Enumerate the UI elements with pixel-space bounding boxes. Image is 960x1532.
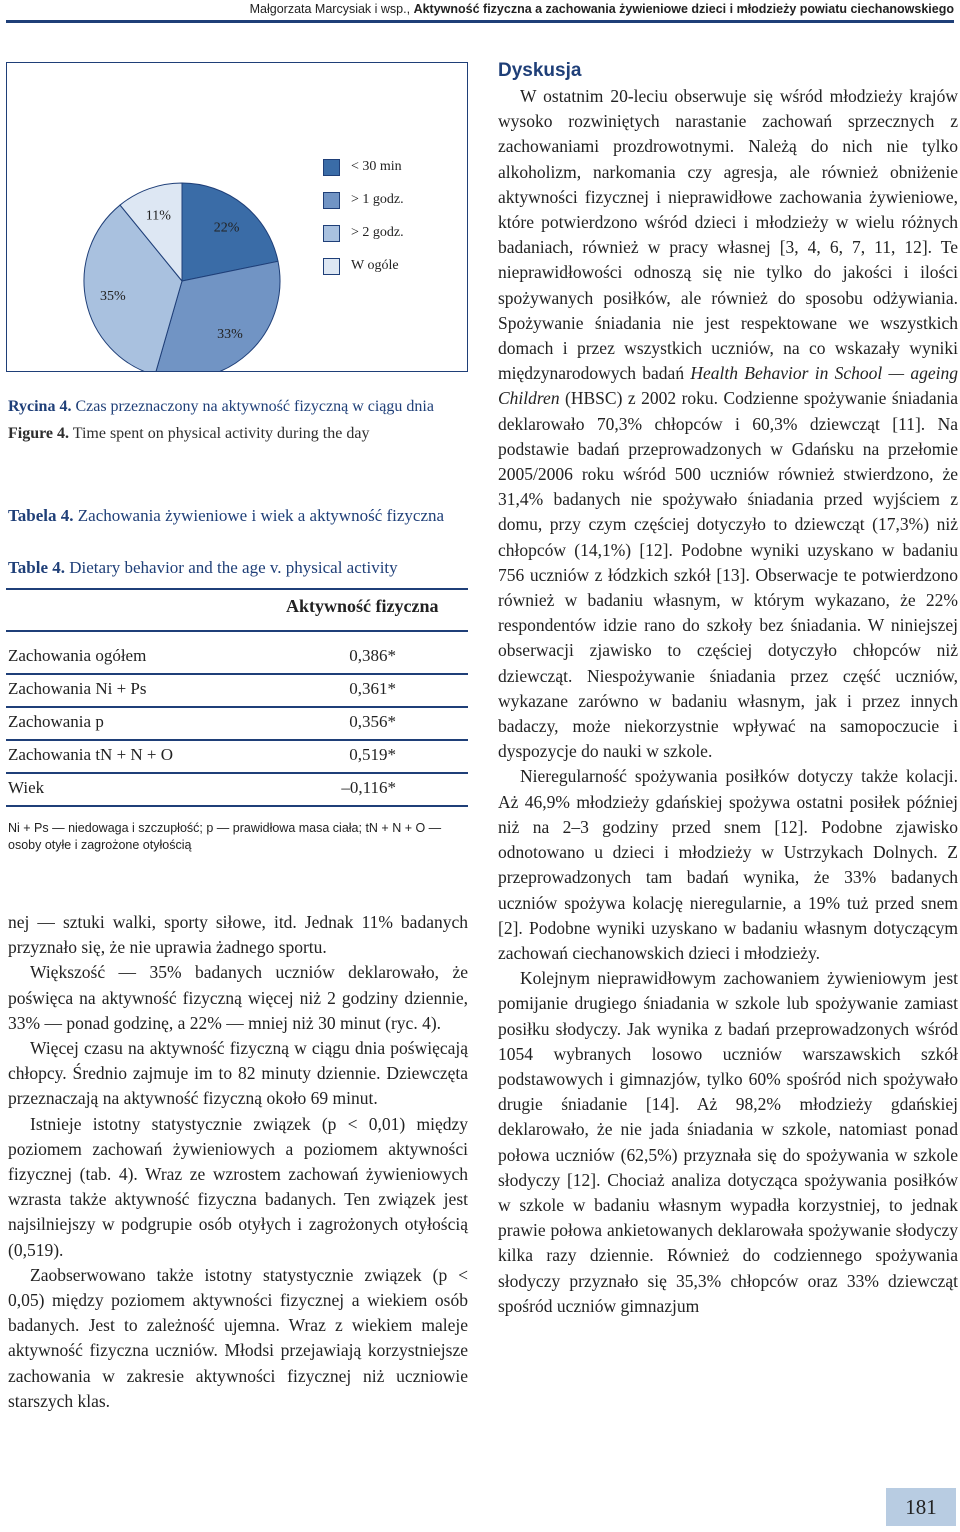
table-title-pl bbox=[8, 504, 468, 528]
header-rule bbox=[6, 20, 954, 23]
section-heading: Dyskusja bbox=[498, 60, 582, 81]
table-title-en-text: Dietary behavior and the age v. physical activity bbox=[69, 558, 398, 577]
table-rule-top bbox=[6, 588, 468, 590]
table-row-label-2: Zachowania Ni + Ps bbox=[8, 679, 147, 698]
table-title-en bbox=[8, 556, 468, 580]
right-paragraph-1 bbox=[498, 84, 958, 764]
page-number: 181 bbox=[905, 1495, 937, 1519]
table-rule-head bbox=[6, 630, 468, 632]
right-paragraph-1-b: (HBSC) z 2002 roku. Codzienne spożywanie śniadania deklarowało 70,3% chłopców i 60,3% dziewcząt [11]. Na podstawie badań przeprowadzonych w Gdańsku na przełomie 2005/2006 roku wśród 500 uczniów również stwierdzono, że 31,4% badanych nie spożywało śniadania przed wyjściem z domu, przy czym częściej dotyczyło to dziewcząt (17,3%) niż chłopców (14,1%) [12]. Podobne wyniki uzyskano w badaniu 756 uczniów z łódzkich szkół [13]. Obserwacje te potwierdzono również w badaniu własnym, w którym wykazano, że 22% respondentów idzie rano do szkoły bez śniadania. W niniejszej obserwacji zjawisko to częściej dotyczyło chłopców niż dziewcząt. Niespożywanie śniadania przez część uczniów, wykazane zarówno w badaniu własnym, jak i przez innych badaczy, może niekorzystnie wpływać na samopoczucie i dyspozycje do nauki w szkole. bbox=[498, 388, 958, 762]
right-paragraph-1-a: W ostatnim 20-leciu obserwuje się wśród młodzieży krajów wysoko rozwiniętych narastanie zachowań sprzecznych z zachowaniami prozdrowotnymi. Należą do nich nie tylko alkoholizm, narkomania czy agresja, ale również obniżenie aktywności fizycznej i nieprawidłowe zachowania żywieniowe, które potwierdzono wśród dzieci i młodzieży w wielu różnych badaniach, również w pracy własnej [3, 4, 6, 7, 11, 12]. Te nieprawidłowości odnoszą się nie tylko do jakości i ilości spożywanych posiłków, ale również do sposobu odżywiania. Spożywanie śniadania nie jest respektowane we wszystkich domach i przez wszystkich uczniów, na co wskazały wyniki międzynarodowych badań bbox=[498, 86, 958, 384]
table-row-value-1: 0,386* bbox=[349, 646, 396, 665]
figure-caption-en-text: Time spent on physical activity during the day bbox=[72, 425, 370, 442]
table-rule-4 bbox=[6, 772, 468, 774]
table-row-label-5: Wiek bbox=[8, 778, 45, 797]
legend-swatch-4 bbox=[323, 258, 340, 275]
right-paragraph-3-text: Kolejnym nieprawidłowym zachowaniem żywieniowym jest pomijanie drugiego śniadania w szkole lub spożywanie zamiast posiłku słodyczy. Jak wynika z badań przeprowadzonych wśród 1054 wybranych losowo uczniów warszawskich szkół podstawowych i gimnazjów, tylko 60% spośród nich spożywało drugie śniadanie [14]. Aż 98,2% młodzieży gdańskiej deklarowało, że nie jada śniadania w szkole, natomiast ponad połowa uczniów (62,5%) przyznała się do spożywania w szkole słodyczy [12]. Chociaż analiza dotycząca spożywania posiłków w szkole w badaniu własnym wypadła korzystniej, to jednak prawie połowa ankietowanych deklarowała spożywanie słodyczy kilka razy dziennie. Również do codziennego spożywania słodyczy przyznało się 35,3% chłopców oraz 33% dziewcząt spośród uczniów gimnazjum bbox=[498, 968, 958, 1316]
legend-label-1: < 30 min bbox=[351, 159, 402, 174]
running-header-text bbox=[250, 2, 954, 16]
figure-caption-pl-label: Rycina 4. bbox=[8, 398, 72, 415]
left-column-text bbox=[8, 910, 468, 1414]
legend-label-4: W ogóle bbox=[351, 258, 399, 273]
figure-caption-en-label: Figure 4. bbox=[8, 425, 70, 442]
table-row-label-1: Zachowania ogółem bbox=[8, 646, 147, 665]
legend-label-3: > 2 godz. bbox=[351, 225, 404, 240]
table-row-value-2: 0,361* bbox=[349, 679, 396, 698]
left-paragraph-1: nej — sztuki walki, sporty siłowe, itd. Jednak 11% badanych przyznało się, że nie uprawia żadnego sportu. bbox=[8, 912, 468, 958]
table-rule-2 bbox=[6, 706, 468, 708]
table-title-pl-label: Tabela 4. bbox=[8, 506, 74, 525]
figure-caption-en bbox=[8, 425, 369, 443]
left-paragraph-2: Większość — 35% badanych uczniów deklarowało, że poświęca na aktywność fizyczną więcej niż 2 godziny dziennie, 33% — ponad godzinę, a 22% — mniej niż 30 minut (ryc. 4). bbox=[8, 962, 468, 1033]
figure-caption-pl-text: Czas przeznaczony na aktywność fizyczną w ciągu dnia bbox=[75, 398, 434, 415]
header-authors: Małgorzata Marcysiak i wsp., bbox=[249, 2, 411, 16]
table-footnote: Ni + Ps — niedowaga i szczupłość; p — prawidłowa masa ciała; tN + N + O — osoby otyłe i zagrożone otyłością bbox=[8, 821, 442, 852]
table-rule-3 bbox=[6, 739, 468, 741]
pie-label-2: 33% bbox=[217, 326, 243, 342]
legend-swatch-1 bbox=[323, 159, 340, 176]
left-paragraph-4: Istnieje istotny statystycznie związek (p < 0,01) między poziomem zachowań żywieniowych a poziomem aktywności fizycznej (tab. 4). Wraz ze wzrostem zachowań żywieniowych wzrasta także aktywność fizyczna badanych. Ten związek jest najsilniejszy w podgrupie osób otyłych i zagrożonych otyłością (0,519). bbox=[8, 1113, 468, 1260]
table-row-value-5: –0,116* bbox=[341, 778, 396, 797]
table-column-header: Aktywność fizyczna bbox=[286, 596, 439, 616]
table-row-value-4: 0,519* bbox=[349, 745, 396, 764]
left-paragraph-3: Więcej czasu na aktywność fizyczną w ciągu dnia poświęcają chłopcy. Średnio zajmuje im to 82 minuty dziennie. Dziewczęta przeznaczają na aktywność fizyczną około 69 minut. bbox=[8, 1038, 468, 1109]
figure-caption-pl bbox=[8, 398, 434, 416]
right-column-text bbox=[498, 84, 958, 1319]
left-paragraph-5: Zaobserwowano także istotny statystycznie związek (p < 0,05) między poziomem aktywności fizycznej a wiekiem osób badanych. Jest to zależność ujemna. Wraz z wiekiem maleje aktywność fizyczna uczniów. Młodsi przejawiają korzystniejsze zachowania w zakresie aktywności fizycznej niż uczniowie starszych klas. bbox=[8, 1264, 468, 1411]
table-rule-bottom bbox=[6, 805, 468, 807]
legend-swatch-2 bbox=[323, 192, 340, 209]
table-row-value-3: 0,356* bbox=[349, 712, 396, 731]
header-title: Aktywność fizyczna a zachowania żywieniowe dzieci i młodzieży powiatu ciechanowskiego bbox=[413, 2, 954, 16]
page-number-box bbox=[886, 1488, 956, 1526]
legend-swatch-3 bbox=[323, 225, 340, 242]
table-row-label-3: Zachowania p bbox=[8, 712, 104, 731]
pie-chart bbox=[7, 63, 467, 371]
table-title-en-label: Table 4. bbox=[8, 558, 66, 577]
right-paragraph-3 bbox=[498, 966, 958, 1319]
table-row-label-4: Zachowania tN + N + O bbox=[8, 745, 174, 764]
table-title-pl-text: Zachowania żywieniowe i wiek a aktywność fizyczna bbox=[77, 506, 445, 525]
pie-label-1: 22% bbox=[213, 220, 240, 236]
running-header bbox=[0, 0, 960, 22]
table-rule-1 bbox=[6, 673, 468, 675]
pie-label-4: 11% bbox=[145, 208, 171, 224]
right-paragraph-2-text: Nieregularność spożywania posiłków dotyczy także kolacji. Aż 46,9% młodzieży gdańskiej spożywa ostatni posiłek później niż na 2–3 godziny przed snem [12]. Podobne zjawisko odnotowano u dzieci i młodzieży w Ustrzykach Dolnych. Z przeprowadzonych tam badań wynika, że 33% badanych uczniów spożywa kolację nieregularnie, a 19% tuż przed snem [2]. Podobne wyniki uzyskano w badaniu własnym dotyczącym zachowań ciechanowskich dzieci i młodzieży. bbox=[498, 766, 958, 963]
right-paragraph-2 bbox=[498, 764, 958, 966]
pie-label-3: 35% bbox=[100, 289, 126, 305]
figure-box bbox=[6, 62, 468, 372]
legend-label-2: > 1 godz. bbox=[351, 192, 404, 207]
right-paragraph-1-italic: Health Behavior in School — ageing Children bbox=[498, 363, 958, 409]
